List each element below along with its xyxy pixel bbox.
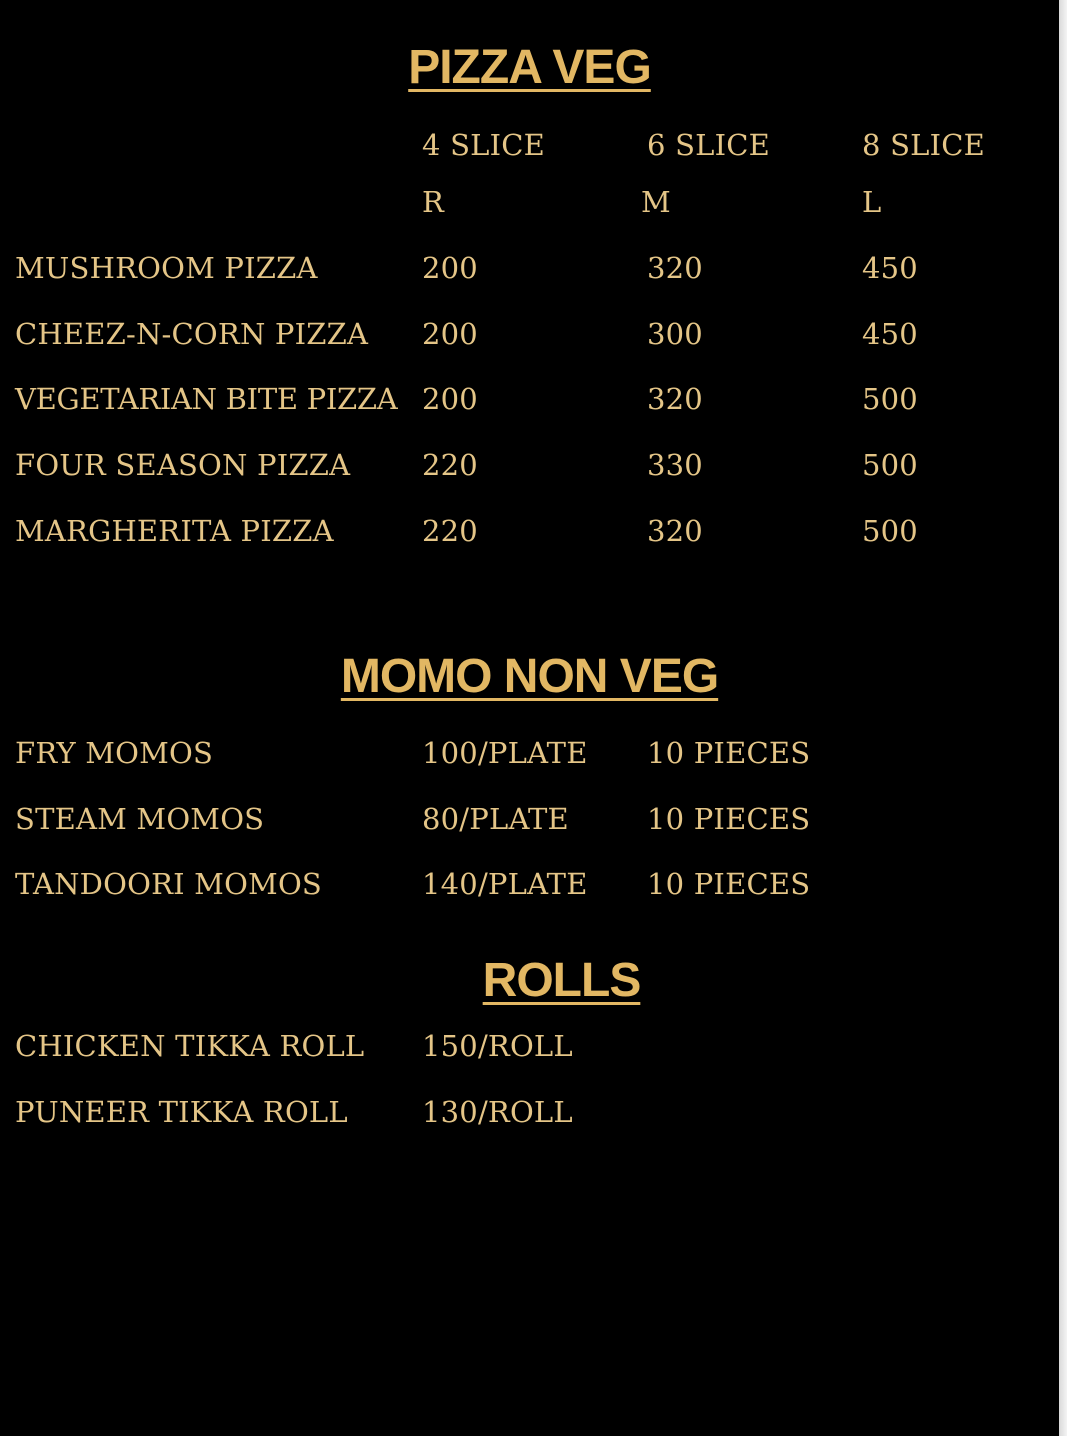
pizza-price-l: 500 bbox=[862, 382, 918, 416]
pizza-price-r: 200 bbox=[422, 317, 478, 351]
rolls-title: ROLLS bbox=[482, 954, 641, 1007]
momo-item-name: TANDOORI MOMOS bbox=[15, 867, 322, 901]
pizza-price-r: 220 bbox=[422, 448, 478, 482]
momo-item-name: FRY MOMOS bbox=[15, 736, 214, 770]
slice-header-8: 8 SLICE bbox=[862, 128, 986, 162]
size-header-l: L bbox=[862, 185, 882, 219]
momo-item-name: STEAM MOMOS bbox=[15, 802, 265, 836]
slice-header-4: 4 SLICE bbox=[422, 128, 546, 162]
pizza-price-l: 450 bbox=[862, 317, 918, 351]
momo-non-veg-heading bbox=[0, 649, 1059, 705]
pizza-item-name: MARGHERITA PIZZA bbox=[15, 514, 334, 548]
roll-price: 150/ROLL bbox=[422, 1029, 573, 1063]
pizza-price-r: 200 bbox=[422, 382, 478, 416]
momo-price: 80/PLATE bbox=[422, 802, 569, 836]
roll-item-name: CHICKEN TIKKA ROLL bbox=[15, 1029, 365, 1063]
momo-price: 100/PLATE bbox=[422, 736, 588, 770]
pizza-price-m: 300 bbox=[647, 317, 703, 351]
pizza-price-m: 330 bbox=[647, 448, 703, 482]
pizza-item-name: FOUR SEASON PIZZA bbox=[15, 448, 351, 482]
pizza-veg-title: PIZZA VEG bbox=[408, 41, 651, 94]
size-header-m: M bbox=[641, 185, 671, 219]
pizza-veg-heading bbox=[0, 40, 1059, 96]
pizza-price-l: 500 bbox=[862, 514, 918, 548]
pizza-item-name: VEGETARIAN BITE PIZZA bbox=[15, 382, 398, 416]
pizza-price-m: 320 bbox=[647, 251, 703, 285]
pizza-price-m: 320 bbox=[647, 514, 703, 548]
size-header-r: R bbox=[422, 185, 445, 219]
momo-pieces: 10 PIECES bbox=[647, 736, 811, 770]
rolls-heading bbox=[32, 953, 1067, 1009]
pizza-price-l: 450 bbox=[862, 251, 918, 285]
pizza-price-l: 500 bbox=[862, 448, 918, 482]
pizza-price-m: 320 bbox=[647, 382, 703, 416]
slice-header-6: 6 SLICE bbox=[647, 128, 771, 162]
page-edge bbox=[1059, 0, 1067, 1436]
momo-price: 140/PLATE bbox=[422, 867, 588, 901]
momo-non-veg-title: MOMO NON VEG bbox=[340, 650, 719, 703]
momo-pieces: 10 PIECES bbox=[647, 867, 811, 901]
pizza-item-name: MUSHROOM PIZZA bbox=[15, 251, 318, 285]
pizza-price-r: 200 bbox=[422, 251, 478, 285]
pizza-price-r: 220 bbox=[422, 514, 478, 548]
momo-pieces: 10 PIECES bbox=[647, 802, 811, 836]
pizza-item-name: CHEEZ-N-CORN PIZZA bbox=[15, 317, 369, 351]
roll-price: 130/ROLL bbox=[422, 1095, 573, 1129]
roll-item-name: PUNEER TIKKA ROLL bbox=[15, 1095, 348, 1129]
